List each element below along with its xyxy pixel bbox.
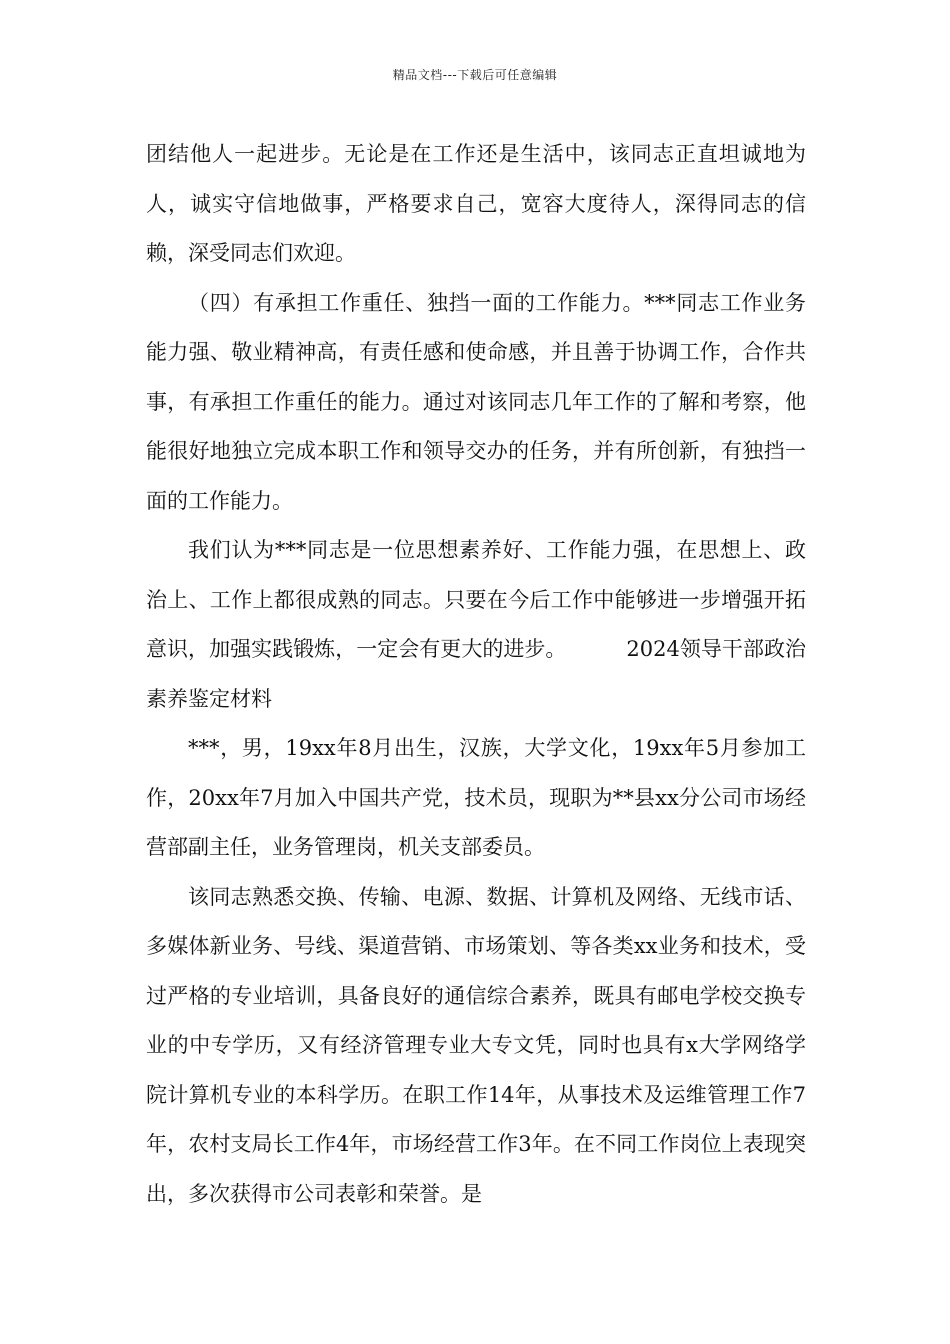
paragraph-skills: 该同志熟悉交换、传输、电源、数据、计算机及网络、无线市话、多媒体新业务、号线、渠道营销、市场策划、等各类xx业务和技术，受过严格的专业培训，具备良好的通信综合素养，既具有邮电学校交换专业的中专学历，又有经济管理专业大专文凭，同时也具有x大学网络学院计算机专业的本科学历。在职工作14年，从事技术及运维管理工作7年，农村支局长工作4年，市场经营工作3年。在不同工作岗位上表现突出，多次获得市公司表彰和荣誉。是	[146, 884, 806, 1206]
page-header: 精品文档---下载后可任意编辑	[392, 68, 558, 82]
paragraph-profile: ***，男，19xx年8月出生，汉族，大学文化，19xx年5月参加工作，20xx年7月加入中国共产党，技术员，现职为**县xx分公司市场经营部副主任，业务管理岗，机关支部委员。	[146, 736, 806, 859]
document-body	[146, 130, 806, 1219]
conclusion-text: 我们认为***同志是一位思想素养好、工作能力强，在思想上、政治上、工作上都很成熟的同志。只要在今后工作中能够进一步增强开拓意识，加强实践锻炼，一定会有更大的进步。	[146, 538, 806, 661]
paragraph-work-ability: （四）有承担工作重任、独挡一面的工作能力。***同志工作业务能力强、敬业精神高，有责任感和使命感，并且善于协调工作，合作共事，有承担工作重任的能力。通过对该同志几年工作的了解和考察，他能很好地独立完成本职工作和领导交办的任务，并有所创新，有独挡一面的工作能力。	[146, 290, 806, 513]
paragraph-continuation: 团结他人一起进步。无论是在工作还是生活中，该同志正直坦诚地为人，诚实守信地做事，严格要求自己，宽容大度待人，深得同志的信赖，深受同志们欢迎。	[146, 142, 806, 265]
paragraph-conclusion	[146, 526, 806, 724]
section-title: 2024领导干部政治素养鉴定材料	[146, 637, 806, 711]
